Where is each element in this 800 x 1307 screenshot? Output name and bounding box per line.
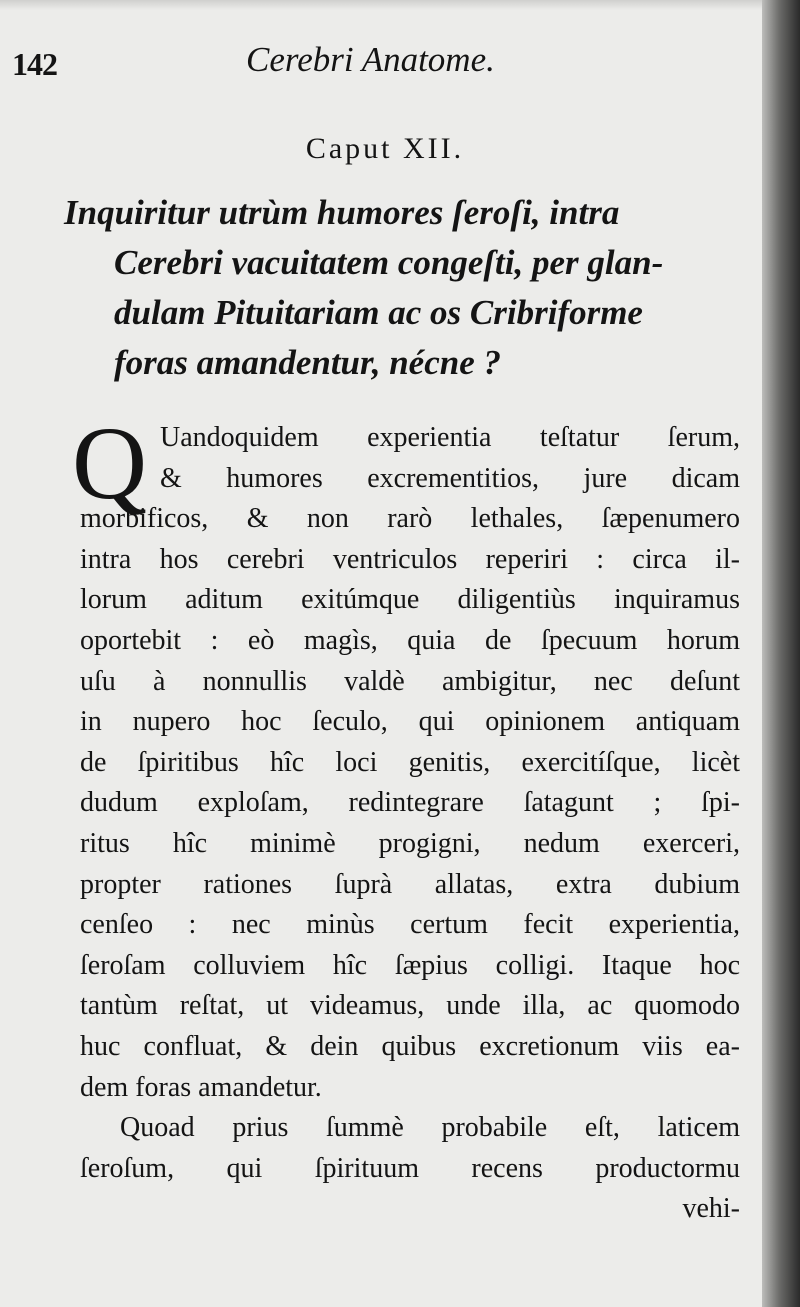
text-line: uſu à nonnullis valdè ambigitur, nec deſunt [80, 665, 740, 697]
text-line: in nupero hoc ſeculo, qui opinionem antiquam [80, 706, 740, 738]
text-line: tantùm reſtat, ut videamus, unde illa, ac quomodo [80, 990, 740, 1022]
text-line: morbificos, & non rarò lethales, ſæpenumero [80, 503, 740, 535]
text-line: propter rationes ſuprà allatas, extra dubium [80, 868, 740, 900]
text-line: dem foras amandetur. [80, 1071, 322, 1103]
chapter-title [64, 188, 754, 388]
page-number: 142 [12, 46, 57, 82]
chapter-heading: Caput XII. [305, 132, 465, 165]
page-top-shadow [0, 0, 762, 10]
running-head: Cerebri Anatome. [246, 40, 495, 79]
text-line: oportebit : eò magìs, quia de ſpecuum horum [80, 624, 740, 656]
text-line: intra hos cerebri ventriculos reperiri : circa il- [80, 543, 740, 575]
text-line: ritus hîc minimè progigni, nedum exerceri, [80, 827, 740, 859]
text-line: ſeroſum, qui ſpirituum recens productormu [80, 1152, 740, 1184]
text-line: lorum aditum exitúmque diligentiùs inquiramus [80, 584, 740, 616]
chapter-title-line: foras amandentur, nécne ? [114, 343, 501, 382]
text-line: Quoad prius ſummè probabile eſt, laticem [120, 1112, 740, 1144]
text-line: ſeroſam colluviem hîc ſæpius colligi. Itaque hoc [80, 949, 740, 981]
text-line: & humores excrementitios, jure dicam [160, 462, 740, 494]
chapter-title-line: Inquiritur utrùm humores ſeroſi, intra [64, 193, 620, 232]
page-header [0, 32, 762, 92]
text-line: cenſeo : nec minùs certum fecit experientia, [80, 909, 740, 941]
text-line: huc confluat, & dein quibus excretionum viis ea- [80, 1030, 740, 1062]
catchword: vehi- [682, 1193, 740, 1225]
chapter-title-line: dulam Pituitariam ac os Cribriforme [114, 293, 643, 332]
drop-cap: Q [72, 406, 148, 521]
page-edge-shadow [762, 0, 800, 1307]
chapter-title-line: Cerebri vacuitatem congeſti, per glan- [114, 243, 664, 282]
text-line: dudum exploſam, redintegrare ſatagunt ; ſpi- [80, 787, 740, 819]
text-line: Uandoquidem experientia teſtatur ſerum, [160, 422, 740, 453]
body-text [80, 418, 740, 1230]
text-line: de ſpiritibus hîc loci genitis, exercitíſque, licèt [80, 746, 740, 778]
